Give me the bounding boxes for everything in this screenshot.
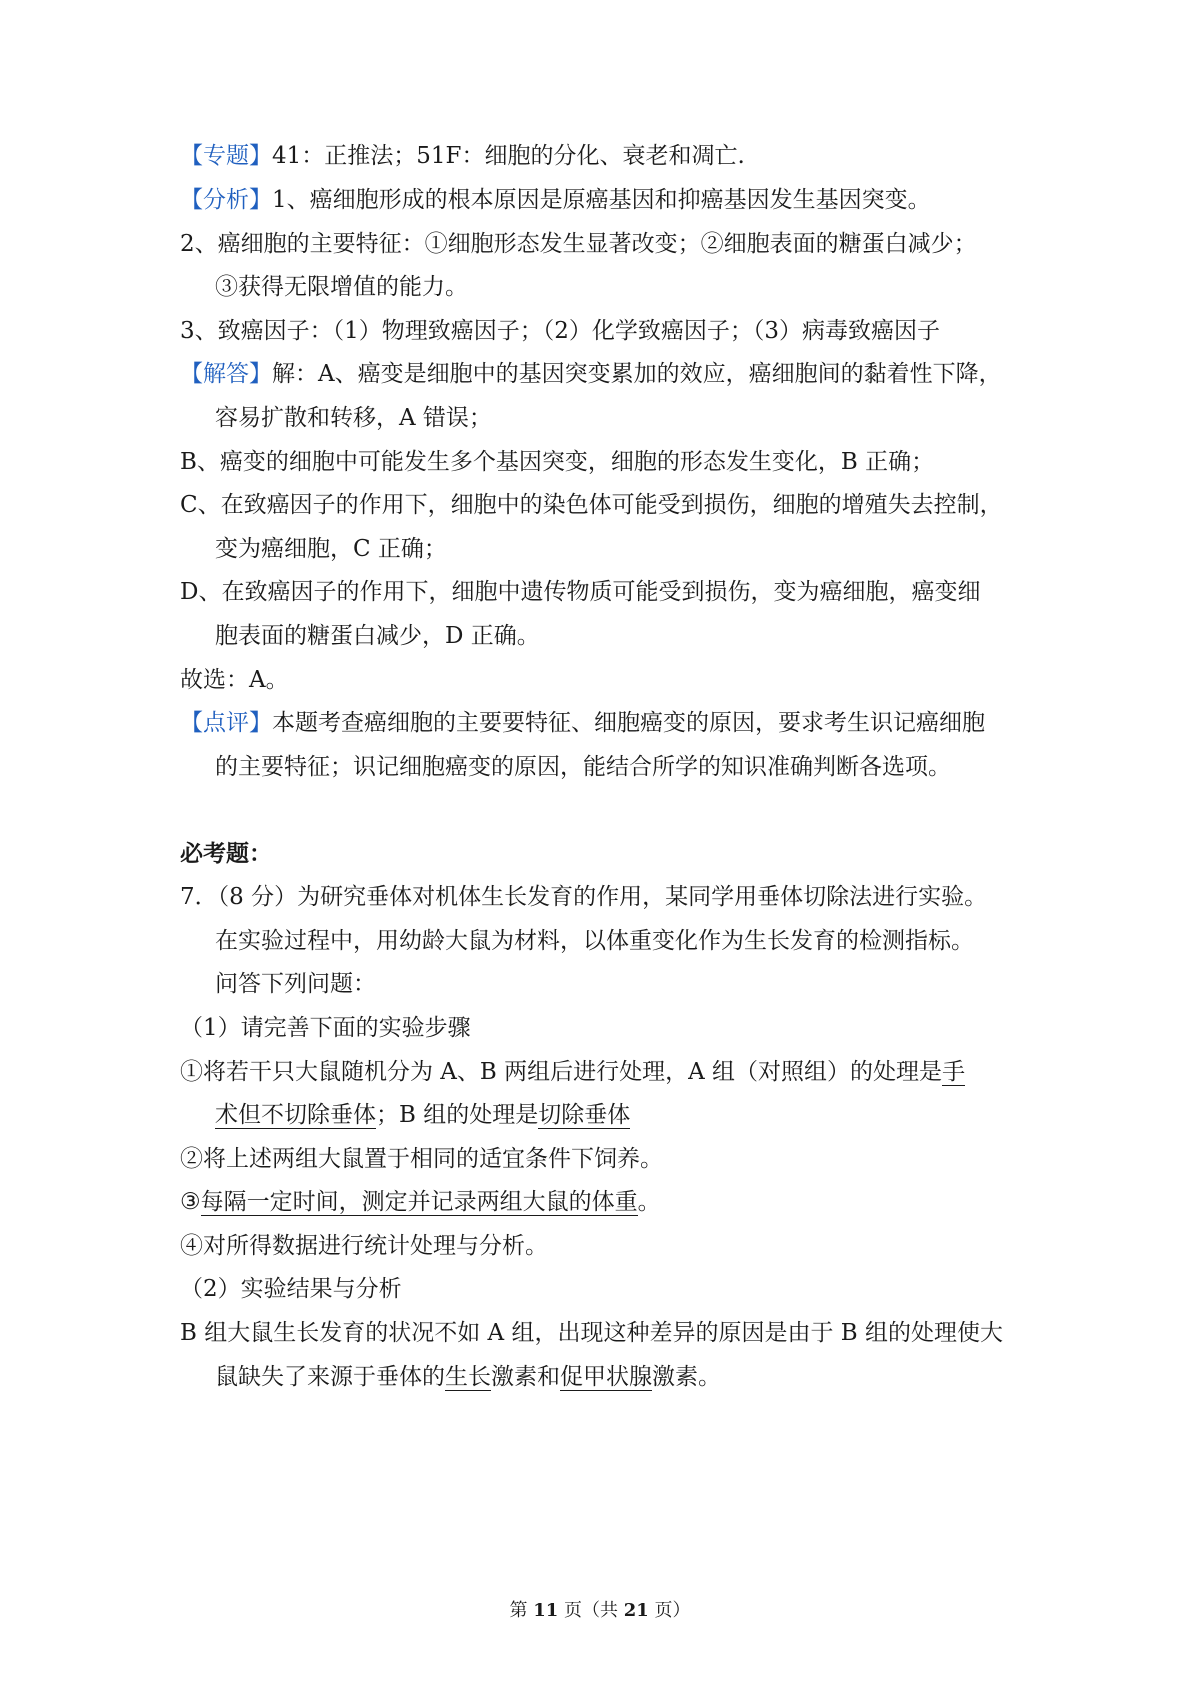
step-1-answer-a-part-2: 术但不切除垂体 xyxy=(215,1102,376,1128)
step-3-end: 。 xyxy=(637,1189,661,1215)
answer-line-b: B、癌变的细胞中可能发生多个基因突变，细胞的形态发生变化，B 正确； xyxy=(180,449,935,475)
topic-tag: 【专题】 xyxy=(180,143,272,169)
result-line-1: B 组大鼠生长发育的状况不如 A 组，出现这种差异的原因是由于 B 组的处理使大 xyxy=(180,1320,1003,1346)
topic-line xyxy=(180,141,745,171)
question-7-line-2: 在实验过程中，用幼龄大鼠为材料，以体重变化作为生长发育的检测指标。 xyxy=(215,928,974,954)
step-1-answer-b: 切除垂体 xyxy=(538,1102,631,1128)
analysis-line-2: 2、癌细胞的主要特征：①细胞形态发生显著改变；②细胞表面的糖蛋白减少； xyxy=(180,231,977,257)
analysis-line-4: 3、致癌因子：（1）物理致癌因子；（2）化学致癌因子；（3）病毒致癌因子 xyxy=(180,318,941,344)
answer-text-a1: 解：A、癌变是细胞中的基因突变累加的效应，癌细胞间的黏着性下降， xyxy=(272,361,1002,387)
step-1-text: ①将若干只大鼠随机分为 A、B 两组后进行处理，A 组（对照组）的处理是 xyxy=(180,1059,943,1085)
result-line-2 xyxy=(215,1362,721,1392)
question-7-line-1: 7．（8 分）为研究垂体对机体生长发育的作用，某同学用垂体切除法进行实验。 xyxy=(180,884,988,910)
answer-line-c2: 变为癌细胞，C 正确； xyxy=(215,536,447,562)
analysis-line-3: ③获得无限增值的能力。 xyxy=(215,274,468,300)
analysis-tag: 【分析】 xyxy=(180,187,272,213)
step-1-answer-a-part-1: 手 xyxy=(942,1059,966,1085)
result-answer-2: 促甲状腺 xyxy=(560,1364,652,1390)
step-1-line-1 xyxy=(180,1057,965,1087)
result-text-post: 激素。 xyxy=(652,1364,721,1390)
step-3 xyxy=(180,1187,661,1217)
review-text-1: 本题考查癌细胞的主要要特征、细胞癌变的原因，要求考生识记癌细胞 xyxy=(272,710,985,736)
step-4: ④对所得数据进行统计处理与分析。 xyxy=(180,1233,548,1259)
review-line-1 xyxy=(180,708,985,738)
topic-text: 41：正推法；51F：细胞的分化、衰老和凋亡. xyxy=(272,143,745,169)
part-2-heading: （2）实验结果与分析 xyxy=(180,1276,402,1302)
result-answer-1: 生长 xyxy=(445,1364,491,1390)
review-line-2: 的主要特征；识记细胞癌变的原因，能结合所学的知识准确判断各选项。 xyxy=(215,754,951,780)
answer-line-a1 xyxy=(180,359,1002,389)
answer-choice: 故选：A。 xyxy=(180,667,289,693)
footer-mid: 页（共 xyxy=(558,1600,624,1621)
step-1-line-2 xyxy=(215,1100,630,1130)
analysis-text-1: 1、癌细胞形成的根本原因是原癌基因和抑癌基因发生基因突变。 xyxy=(272,187,931,213)
page-footer xyxy=(0,1596,1200,1622)
analysis-line-1 xyxy=(180,185,931,215)
review-tag: 【点评】 xyxy=(180,710,272,736)
result-text-pre: 鼠缺失了来源于垂体的 xyxy=(215,1364,445,1390)
answer-line-d1: D、在致癌因子的作用下，细胞中遗传物质可能受到损伤，变为癌细胞，癌变细 xyxy=(180,579,981,605)
question-7-line-3: 问答下列问题： xyxy=(215,971,376,997)
footer-page-number: 11 xyxy=(533,1600,559,1621)
required-heading: 必考题： xyxy=(180,840,272,867)
answer-line-d2: 胞表面的糖蛋白减少，D 正确。 xyxy=(215,623,540,649)
step-2: ②将上述两组大鼠置于相同的适宜条件下饲养。 xyxy=(180,1146,663,1172)
answer-tag: 【解答】 xyxy=(180,361,272,387)
part-1-heading: （1）请完善下面的实验步骤 xyxy=(180,1015,471,1041)
footer-pre: 第 xyxy=(509,1600,534,1621)
step-1-mid-text: ；B 组的处理是 xyxy=(376,1102,539,1128)
step-3-marker: ③ xyxy=(180,1189,201,1215)
footer-post: 页） xyxy=(648,1600,691,1621)
answer-line-a2: 容易扩散和转移，A 错误； xyxy=(215,405,492,431)
result-text-mid: 激素和 xyxy=(491,1364,560,1390)
answer-line-c1: C、在致癌因子的作用下，细胞中的染色体可能受到损伤，细胞的增殖失去控制， xyxy=(180,492,1003,518)
step-3-answer: 每隔一定时间，测定并记录两组大鼠的体重 xyxy=(200,1189,638,1215)
footer-total-pages: 21 xyxy=(623,1600,649,1621)
